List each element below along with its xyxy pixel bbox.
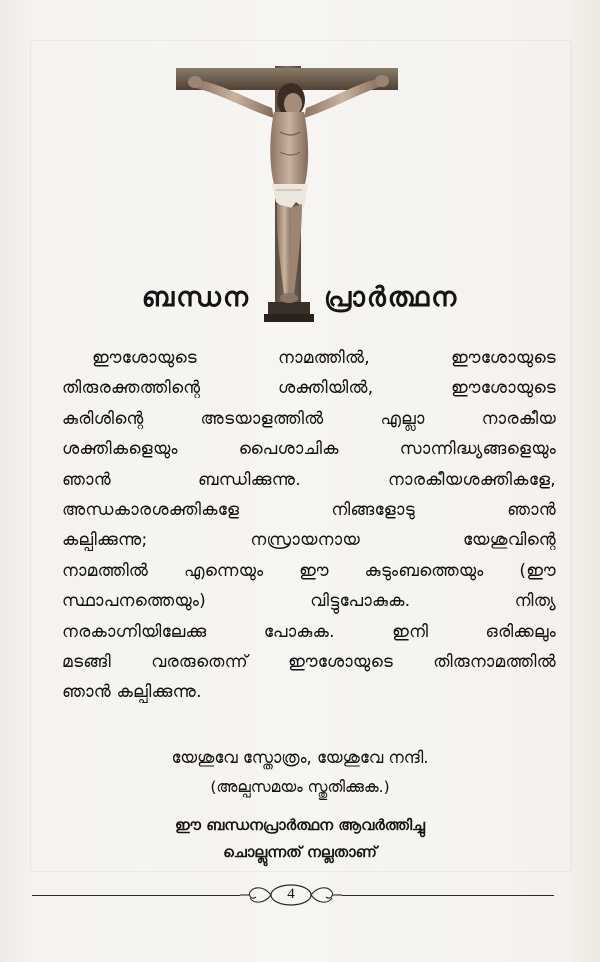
prayer-line: കുരിശിന്റെ അടയാളത്തിൽ എല്ലാ നാരകീയ	[62, 408, 556, 429]
footer-note-line-1: ഈ ബന്ധനപ്രാർത്ഥന ആവർത്തിച്ചു	[175, 816, 425, 834]
prayer-line: ഞാൻ ബന്ധിക്കുന്നു. നാരകീയശക്തികളേ,	[62, 469, 556, 490]
prayer-line: ഈശോയുടെ നാമത്തിൽ, ഈശോയുടെ	[92, 348, 556, 368]
title-word-2: പ്രാർത്ഥന	[323, 282, 459, 313]
page-number: 4	[287, 886, 295, 902]
prayer-paragraph	[62, 343, 556, 708]
prayer-line: നാമത്തിൽ എന്നെയും ഈ കുടുംബത്തെയും (ഈ	[62, 560, 556, 581]
prayer-line: ശക്തികളെയും പൈശാചിക സാന്നിദ്ധ്യങ്ങളെയും	[62, 439, 556, 460]
praise-line: യേശുവേ സ്തോത്രം, യേശുവേ നന്ദി.	[171, 748, 429, 767]
page-title	[0, 278, 600, 318]
prayer-line: തിരുരക്തത്തിന്റെ ശക്തിയിൽ, ഈശോയുടെ	[62, 378, 556, 399]
prayer-line: സ്ഥാപനത്തെയും) വിട്ടുപോകുക. നിത്യ	[62, 591, 556, 612]
prayer-line: അന്ധകാരശക്തികളേ നിങ്ങളോടു ഞാൻ	[62, 499, 556, 520]
footer-rule-right	[342, 895, 554, 896]
prayer-line: മടങ്ങി വരരുതെന്ന് ഈശോയുടെ തിരുനാമത്തിൽ	[62, 651, 556, 672]
instruction-line: (അല്പസമയം സ്തുതിക്കുക.)	[210, 778, 390, 796]
prayer-line: ഞാൻ കല്പിക്കുന്നു.	[62, 682, 202, 703]
prayer-line: കല്പിക്കുന്നു; നസ്രായനായ യേശുവിന്റെ	[62, 530, 556, 551]
prayer-line: നരകാഗ്നിയിലേക്കു പോകുക. ഇനി ഒരിക്കലും	[62, 621, 556, 642]
footer-note	[0, 812, 600, 866]
footer-rule-left	[32, 895, 240, 896]
footer-note-line-2: ചൊല്ലുന്നത് നല്ലതാണ്	[223, 843, 377, 861]
title-word-1: ബന്ധന	[141, 282, 250, 313]
